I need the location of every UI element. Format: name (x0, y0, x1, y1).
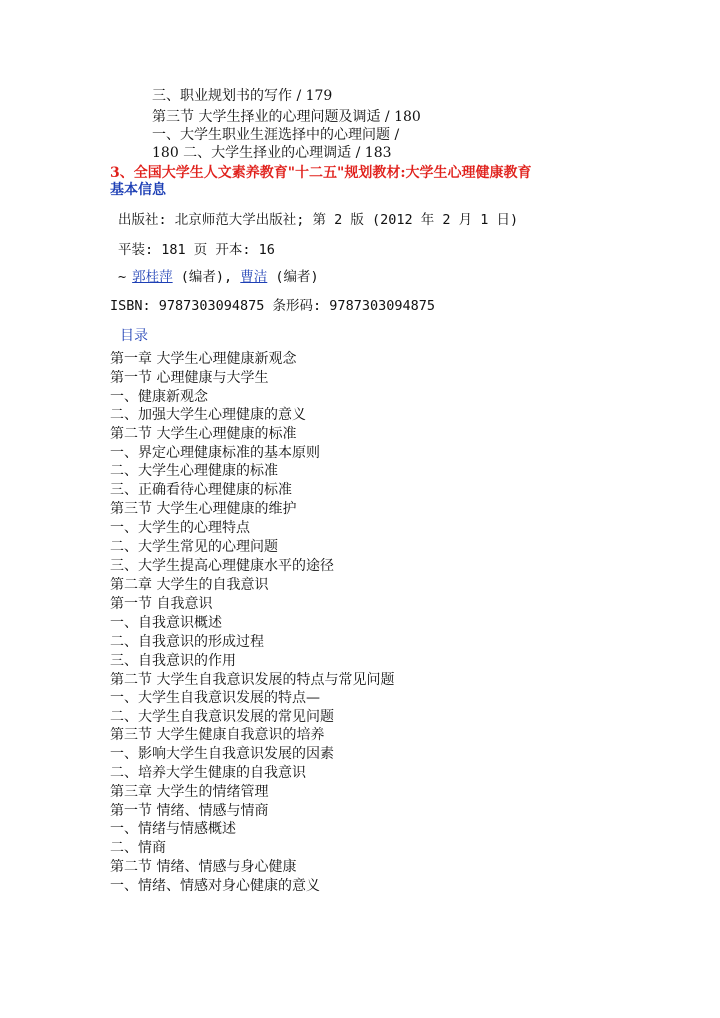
binding-line: 平装: 181 页 开本: 16 (118, 242, 275, 258)
book-title: 3、全国大学生人文素养教育"十二五"规划教材:大学生心理健康教育 (110, 165, 532, 181)
toc-item: 三、大学生提高心理健康水平的途径 (110, 558, 334, 574)
toc-item: 第三节 大学生心理健康的维护 (110, 501, 297, 517)
toc-item: 一、大学生自我意识发展的特点— (110, 690, 320, 706)
toc-item: 一、情绪与情感概述 (110, 821, 236, 837)
toc-item: 三、自我意识的作用 (110, 653, 236, 669)
publisher-line: 出版社: 北京师范大学出版社; 第 2 版 (2012 年 2 月 1 日) (118, 212, 519, 228)
top-item-4: 180 二、大学生择业的心理调适 / 183 (152, 145, 392, 161)
toc-item: 第一章 大学生心理健康新观念 (110, 351, 297, 367)
toc-item: 二、加强大学生心理健康的意义 (110, 407, 306, 423)
toc-item: 一、自我意识概述 (110, 615, 222, 631)
author-role-2: (编者) (267, 269, 319, 285)
toc-item: 第二节 情绪、情感与身心健康 (110, 859, 297, 875)
author-link-cao-jie[interactable]: 曹洁 (240, 269, 268, 285)
toc-item: 第一节 情绪、情感与情商 (110, 803, 269, 819)
toc-item: 二、大学生心理健康的标准 (110, 463, 278, 479)
toc-item: 二、情商 (110, 840, 166, 856)
authors-line (118, 268, 319, 286)
top-item-3: 一、大学生职业生涯选择中的心理问题 / (152, 127, 400, 143)
toc-item: 一、情绪、情感对身心健康的意义 (110, 878, 320, 894)
toc-item: 第三章 大学生的情绪管理 (110, 784, 269, 800)
basic-info-label: 基本信息 (110, 182, 166, 198)
toc-item: 一、大学生的心理特点 (110, 520, 250, 536)
toc-item: 二、大学生自我意识发展的常见问题 (110, 709, 334, 725)
author-link-guo-guiping[interactable]: 郭桂萍 (132, 269, 173, 285)
toc-label: 目录 (120, 328, 148, 344)
toc-item: 第三节 大学生健康自我意识的培养 (110, 727, 325, 743)
toc-item: 一、界定心理健康标准的基本原则 (110, 445, 320, 461)
toc-item: 第二节 大学生心理健康的标准 (110, 426, 297, 442)
toc-item: 二、自我意识的形成过程 (110, 634, 264, 650)
toc-item: 第二章 大学生的自我意识 (110, 577, 269, 593)
toc-item: 三、正确看待心理健康的标准 (110, 482, 292, 498)
tilde-mark: ~ (118, 269, 127, 285)
toc-item: 一、影响大学生自我意识发展的因素 (110, 746, 334, 762)
toc-item: 二、大学生常见的心理问题 (110, 539, 278, 555)
toc-item: 第一节 心理健康与大学生 (110, 370, 269, 386)
author-role-1: (编者), (172, 269, 233, 285)
isbn-line: ISBN: 9787303094875 条形码: 9787303094875 (110, 298, 435, 314)
toc-item: 一、健康新观念 (110, 389, 208, 405)
toc-item: 第二节 大学生自我意识发展的特点与常见问题 (110, 672, 395, 688)
toc-item: 第一节 自我意识 (110, 596, 213, 612)
toc-item: 二、培养大学生健康的自我意识 (110, 765, 306, 781)
top-item-1: 三、职业规划书的写作 / 179 (152, 88, 333, 104)
top-item-2: 第三节 大学生择业的心理问题及调适 / 180 (152, 109, 421, 125)
